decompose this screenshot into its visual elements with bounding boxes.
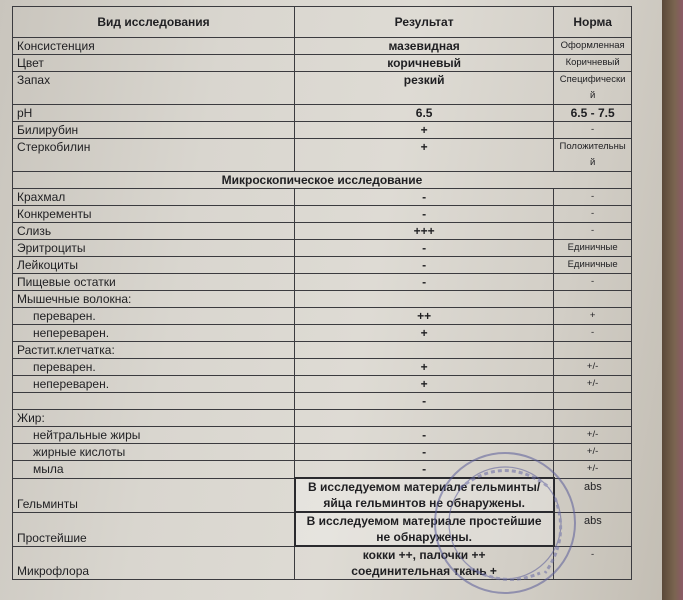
row-result (295, 410, 554, 427)
row-result: - (295, 240, 554, 257)
row-norm: abs (554, 478, 632, 512)
row-result: - (295, 206, 554, 223)
row-norm: 6.5 - 7.5 (554, 105, 632, 122)
row-result: В исследуемом материале простейшие не обнаружены. (295, 512, 554, 546)
row-name: жирные кислоты (13, 444, 295, 461)
row-result: +++ (295, 223, 554, 240)
table-row (13, 512, 632, 546)
row-name: Билирубин (13, 122, 295, 139)
table-row (13, 189, 632, 206)
table-row (13, 206, 632, 223)
row-norm (554, 342, 632, 359)
row-norm (554, 393, 632, 410)
table-row (13, 427, 632, 444)
row-result: - (295, 444, 554, 461)
row-name: Простейшие (13, 512, 295, 546)
row-name: непереварен. (13, 325, 295, 342)
row-name: Крахмал (13, 189, 295, 206)
row-result: + (295, 139, 554, 172)
row-name: Эритроциты (13, 240, 295, 257)
header-test-type: Вид исследования (13, 7, 295, 38)
table-row (13, 291, 632, 308)
row-name: мыла (13, 461, 295, 479)
row-name: Гельминты (13, 478, 295, 512)
row-result: + (295, 359, 554, 376)
row-norm: Единичные (554, 240, 632, 257)
row-norm: - (554, 189, 632, 206)
table-row (13, 105, 632, 122)
table-row (13, 393, 632, 410)
row-name: переварен. (13, 308, 295, 325)
row-norm: +/- (554, 427, 632, 444)
microflora-flora-text: кокки ++, палочки ++ (362, 548, 486, 562)
coprogram-table (12, 6, 632, 580)
row-name: pH (13, 105, 295, 122)
row-name: Стеркобилин (13, 139, 295, 172)
row-name: Лейкоциты (13, 257, 295, 274)
row-name: Консистенция (13, 38, 295, 55)
row-result: + (295, 325, 554, 342)
row-result: мазевидная (295, 38, 554, 55)
row-name: Растит.клетчатка: (13, 342, 295, 359)
row-norm (554, 291, 632, 308)
table-surface-edge (662, 0, 683, 600)
row-name: Слизь (13, 223, 295, 240)
header-norm: Норма (554, 7, 632, 38)
table-row (13, 274, 632, 291)
row-norm: +/- (554, 359, 632, 376)
row-norm: +/- (554, 376, 632, 393)
table-row (13, 461, 632, 479)
table-row (13, 122, 632, 139)
table-row (13, 444, 632, 461)
row-result: - (295, 274, 554, 291)
row-result: - (295, 257, 554, 274)
table-row (13, 55, 632, 72)
row-norm: Единичные (554, 257, 632, 274)
row-result (295, 291, 554, 308)
row-norm: - (554, 546, 632, 580)
row-norm: +/- (554, 444, 632, 461)
row-name: Мышечные волокна: (13, 291, 295, 308)
microflora-extra-text: соединительная ткань + (351, 564, 497, 578)
row-name (13, 393, 295, 410)
table-row (13, 359, 632, 376)
row-result: + (295, 122, 554, 139)
row-result: В исследуемом материале гельминты/ яйца гельминтов не обнаружены. (295, 478, 554, 512)
row-norm: Коричневый (554, 55, 632, 72)
row-name: Запах (13, 72, 295, 105)
row-norm: - (554, 122, 632, 139)
row-norm: Положительный (554, 139, 632, 172)
table-row (13, 410, 632, 427)
row-result: коричневый (295, 55, 554, 72)
row-result: 6.5 (295, 105, 554, 122)
row-norm: +/- (554, 461, 632, 479)
row-name: нейтральные жиры (13, 427, 295, 444)
header-result: Результат (295, 7, 554, 38)
section-title: Микроскопическое исследование (13, 172, 632, 189)
row-result (295, 546, 554, 580)
row-norm: + (554, 308, 632, 325)
row-result (295, 342, 554, 359)
row-name: Конкременты (13, 206, 295, 223)
row-result: ++ (295, 308, 554, 325)
table-row (13, 38, 632, 55)
row-result: - (295, 189, 554, 206)
row-name: Микрофлора (13, 546, 295, 580)
table-header-row (13, 7, 632, 38)
row-norm: - (554, 325, 632, 342)
row-norm: Специфический (554, 72, 632, 105)
row-result: резкий (295, 72, 554, 105)
table-row (13, 546, 632, 580)
table-row (13, 240, 632, 257)
row-norm: - (554, 206, 632, 223)
table-row (13, 308, 632, 325)
table-row (13, 342, 632, 359)
table-row (13, 325, 632, 342)
row-name: Цвет (13, 55, 295, 72)
row-norm (554, 410, 632, 427)
row-result: + (295, 376, 554, 393)
row-name: переварен. (13, 359, 295, 376)
section-row (13, 172, 632, 189)
table-row (13, 376, 632, 393)
row-name: Жир: (13, 410, 295, 427)
row-norm: - (554, 223, 632, 240)
row-norm: - (554, 274, 632, 291)
row-result: - (295, 461, 554, 479)
row-name: непереварен. (13, 376, 295, 393)
table-row (13, 478, 632, 512)
row-result: - (295, 427, 554, 444)
row-norm: abs (554, 512, 632, 546)
table-row (13, 139, 632, 172)
table-row (13, 72, 632, 105)
row-norm: Оформленная (554, 38, 632, 55)
table-row (13, 223, 632, 240)
row-name: Пищевые остатки (13, 274, 295, 291)
row-result: - (295, 393, 554, 410)
table-row (13, 257, 632, 274)
